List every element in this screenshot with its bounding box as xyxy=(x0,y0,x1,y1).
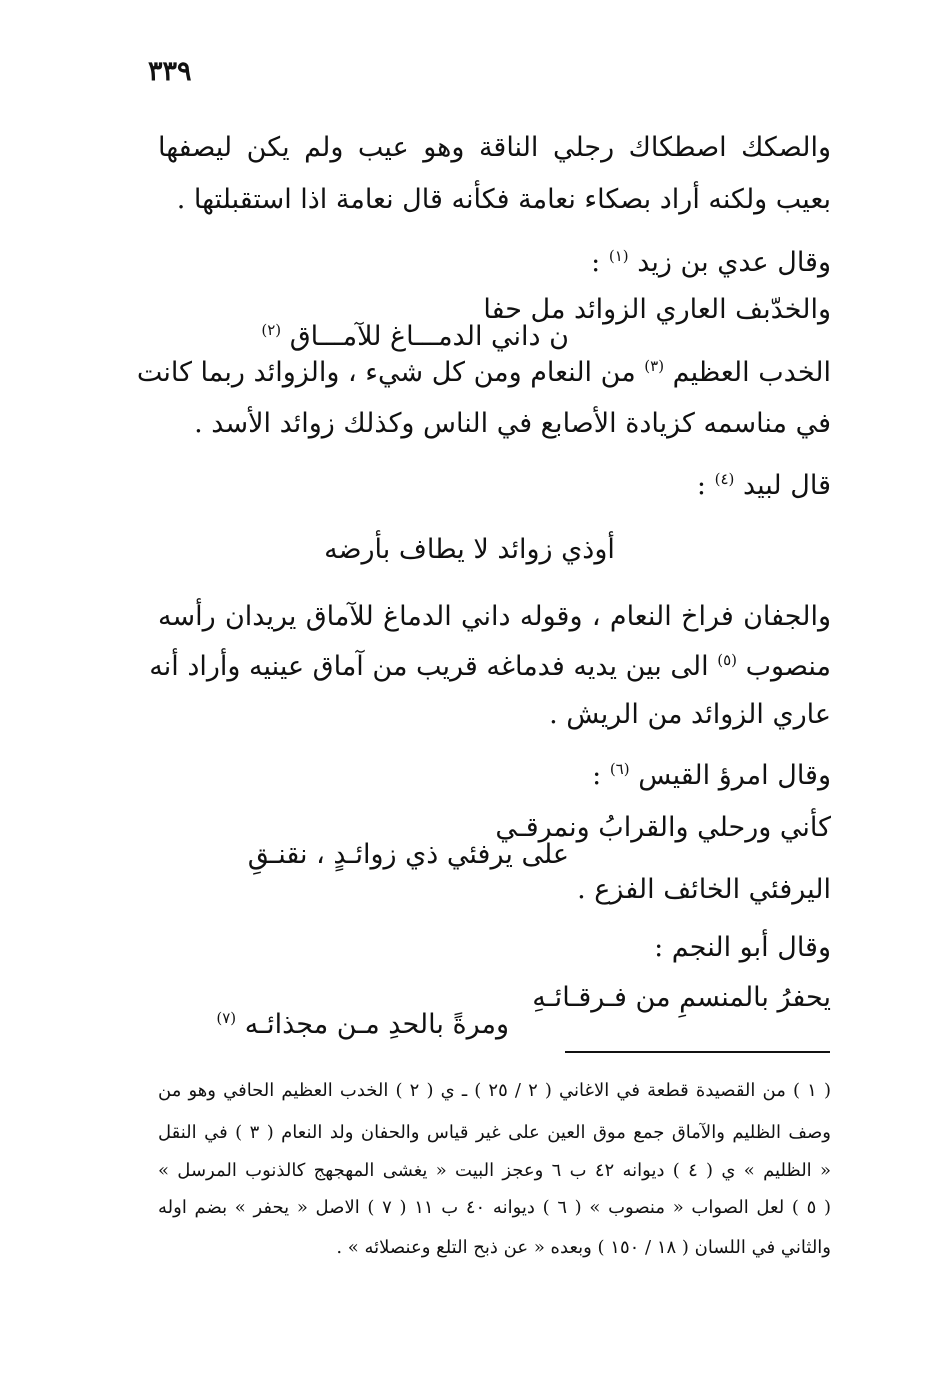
footnote-ref-6: (٦) xyxy=(609,760,630,778)
footnote-ref-2: (٢) xyxy=(261,321,282,339)
intro-labid xyxy=(697,466,831,506)
intro-colon: : xyxy=(591,247,601,278)
verse-3-right-hemistich: كأني ورحلي والقرابُ ونمرقـي xyxy=(495,812,831,843)
footnote-ref-3: (٣) xyxy=(644,357,665,375)
intro-text: قال لبيد xyxy=(742,470,831,501)
verse-1-left-text: ن داني الدمـــاغ للآمـــاق xyxy=(289,321,569,352)
p3-word: منصوب xyxy=(745,651,831,682)
paragraph-4-line-1: اليرفئي الخائف الفزع . xyxy=(577,874,831,905)
verse-2: أوذي زوائد لا يطاف بأرضه xyxy=(324,534,615,565)
verse-4-left-text: ومرةً بالحدِ مـن مجذائـه xyxy=(244,1009,509,1040)
verse-1-right-hemistich: والخدّبف العاري الزوائد مل حفا xyxy=(483,294,831,325)
verse-4-left-hemistich xyxy=(158,1005,509,1045)
footnote-ref-5: (٥) xyxy=(717,651,738,669)
verse-3-left-hemistich: على يرفئي ذي زوائـدٍ ، نقنـقِ xyxy=(247,839,569,870)
paragraph-1-line-1: والصكك اصطكاك رجلي الناقة وهو عيب ولم يكن ليصفها xyxy=(158,132,831,163)
paragraph-1-line-2: بعيب ولكنه أراد بصكاء نعامة فكأنه قال نعامة اذا استقبلتها . xyxy=(176,184,831,215)
verse-4-right-hemistich: يحفرُ بالمنسمِ من فـرقـائـهِ xyxy=(532,982,831,1013)
footnote-line-4: ( ٥ ) لعل الصواب « منصوب » ( ٦ ) ديوانه ٤٠ ب ١١ ( ٧ ) الاصل « يحفر » بضم اوله xyxy=(158,1197,832,1218)
footnote-ref-4: (٤) xyxy=(714,470,735,488)
footnote-separator xyxy=(565,1051,830,1053)
p3-text: الى بين يديه فدماغه قريب من آماق عينيه وأراد أنه xyxy=(149,651,709,682)
intro-text: وقال امرؤ القيس xyxy=(638,760,831,791)
paragraph-3-line-2 xyxy=(149,647,831,687)
page-number: ٣٣٩ xyxy=(148,56,192,87)
intro-abu-al-najm: وقال أبو النجم : xyxy=(654,932,831,963)
intro-imru-al-qays xyxy=(592,756,831,796)
intro-colon: : xyxy=(592,760,602,791)
p2-term: الخدب العظيم xyxy=(672,357,831,388)
paragraph-2-line-2: في مناسمه كزيادة الأصابع في الناس وكذلك زوائد الأسد . xyxy=(194,408,831,439)
footnote-line-5: والثاني في اللسان ( ١٨ / ١٥٠ ) وبعده « عن ذبح التلع وعنصلائه » . xyxy=(336,1237,831,1258)
verse-1-left-hemistich xyxy=(158,317,569,357)
footnote-ref-7: (٧) xyxy=(216,1009,237,1027)
paragraph-3-line-3: عاري الزوائد من الريش . xyxy=(549,699,831,730)
intro-colon: : xyxy=(696,470,706,501)
footnote-line-1: ( ١ ) من القصيدة قطعة في الاغاني ( ٢ / ٢٥ ) ـ ي ( ٢ ) الخدب العظيم الحافي وهو من xyxy=(158,1080,831,1101)
paragraph-2-line-1 xyxy=(136,353,831,393)
p2-text: من النعام ومن كل شيء ، والزوائد ربما كانت xyxy=(136,357,636,388)
footnote-ref-1: (١) xyxy=(608,247,629,265)
intro-text: وقال عدي بن زيد xyxy=(637,247,831,278)
footnote-line-2: وصف الظليم والآماق جمع موق العين على غير قياس والحفان ولد النعام ( ٣ ) في النقل xyxy=(158,1122,831,1143)
paragraph-3-line-1: والجفان فراخ النعام ، وقوله داني الدماغ للآماق يريدان رأسه xyxy=(158,601,831,632)
footnote-line-3: « الظليم » ي ( ٤ ) ديوانه ٤٢ ب ٦ وعجز البيت « يغشى المهجهج كالذنوب المرسل » xyxy=(158,1160,831,1181)
intro-adi-ibn-zayd xyxy=(591,243,831,283)
